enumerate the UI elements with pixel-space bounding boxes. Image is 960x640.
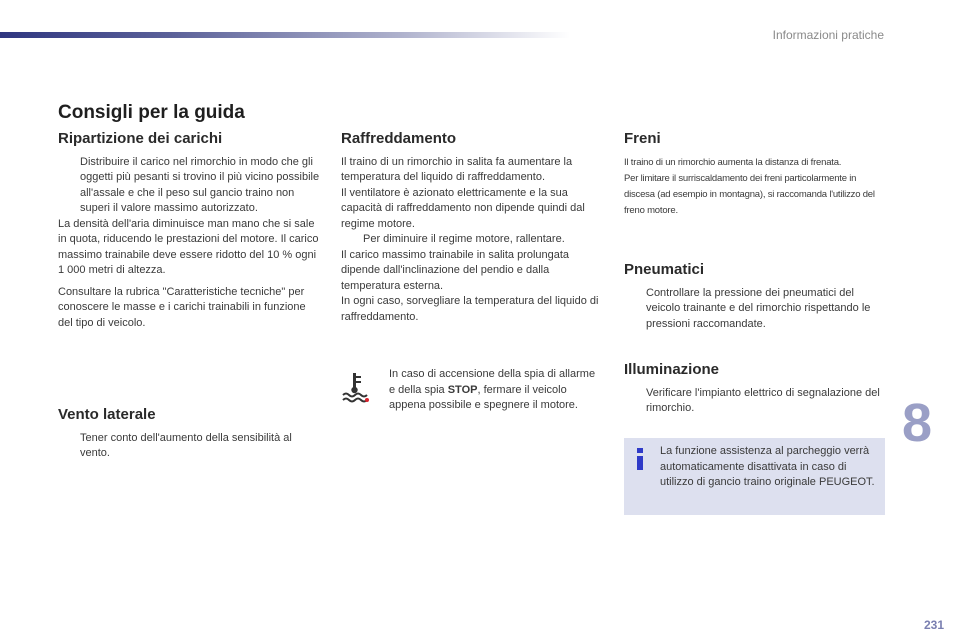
paragraph-cooling-2: Il ventilatore è azionato elettricamente e la sua capacità di raffreddamento non dipende quindi dal regime motore.: [341, 186, 585, 230]
bullet-lighting: [624, 386, 886, 417]
paragraph-cooling-3: Il carico massimo trainabile in salita prolungata dipende dall'inclinazione del pendio e dalla temperatura esterna.: [341, 248, 570, 292]
warning-text-after: , fermare il veicolo appena possibile e spegnere il motore.: [389, 383, 578, 411]
warning-text-before: In caso di accensione della spia di allarme e della spia: [389, 368, 596, 396]
bullet-text: Per diminuire il regime motore, rallentare.: [363, 233, 565, 245]
column-wind: [58, 407, 320, 462]
paragraph-brakes-2: Per limitare il surriscaldamento dei freni particolarmente in discesa (ad esempio in montagna), si raccomanda l'utilizzo del freno motore.: [624, 172, 875, 216]
heading-brakes: Freni: [624, 130, 661, 147]
header-gradient-bar: [0, 32, 570, 38]
warning-stop-label: STOP: [447, 383, 478, 396]
heading-lighting: Illuminazione: [624, 361, 720, 378]
column-tyres: [624, 262, 886, 332]
column-brakes: [624, 131, 886, 219]
column-cooling: [341, 131, 603, 325]
page-number: 231: [923, 618, 944, 632]
info-text: La funzione assistenza al parcheggio verrà automaticamente disattivata in caso di utilizzo di gancio traino originale PEUGEOT.: [660, 445, 875, 488]
warning-text: [389, 367, 603, 414]
bullet-text: Verificare l'impianto elettrico di segnalazione del rimorchio.: [646, 386, 880, 414]
info-icon: [635, 448, 645, 470]
heading-load-distribution: Ripartizione dei carichi: [58, 130, 223, 147]
chapter-number: 8: [902, 393, 933, 453]
heading-crosswind: Vento laterale: [58, 406, 156, 423]
section-title: Informazioni pratiche: [772, 28, 884, 42]
paragraph-technical-characteristics: Consultare la rubrica "Caratteristiche tecniche" per conoscere le masse e i carichi trainabili in funzione del tipo di veicolo.: [58, 285, 306, 329]
bullet-reduce-rpm: [341, 232, 603, 248]
paragraph-air-density: La densità dell'aria diminuisce man mano che si sale in quota, riducendo le prestazioni del motore. Il carico massimo trainabile deve essere ridotto del 10 % ogni 1 000 metri di altezza.: [58, 217, 319, 276]
bullet-text: Tener conto dell'aumento della sensibilità al vento.: [80, 431, 292, 459]
bullet-text: Controllare la pressione dei pneumatici del veicolo trainante e del rimorchio rispettando le pressioni raccomandate.: [646, 286, 871, 330]
bullet-text: Distribuire il carico nel rimorchio in modo che gli oggetti più pesanti si trovino il più vicino possibile all'assale e che il peso sul gancio traino non superi il valore massimo autorizzato.: [80, 155, 320, 214]
page-title: Consigli per la guida: [58, 102, 245, 123]
paragraph-cooling-1: Il traino di un rimorchio in salita fa aumentare la temperatura del liquido di raffreddamento.: [341, 155, 573, 183]
heading-tyres: Pneumatici: [624, 261, 705, 278]
bullet-tyres: [624, 286, 886, 333]
column-load: [58, 131, 320, 331]
paragraph-cooling-4: In ogni caso, sorvegliare la temperatura del liquido di raffreddamento.: [341, 295, 599, 323]
bullet-crosswind: [58, 431, 320, 462]
heading-cooling: Raffreddamento: [341, 130, 457, 147]
info-box: [624, 438, 885, 515]
coolant-temperature-icon: [341, 371, 369, 403]
bullet-load-distribution: [58, 155, 320, 217]
paragraph-brakes-1: Il traino di un rimorchio aumenta la distanza di frenata.: [624, 156, 842, 168]
column-lighting: [624, 362, 886, 417]
